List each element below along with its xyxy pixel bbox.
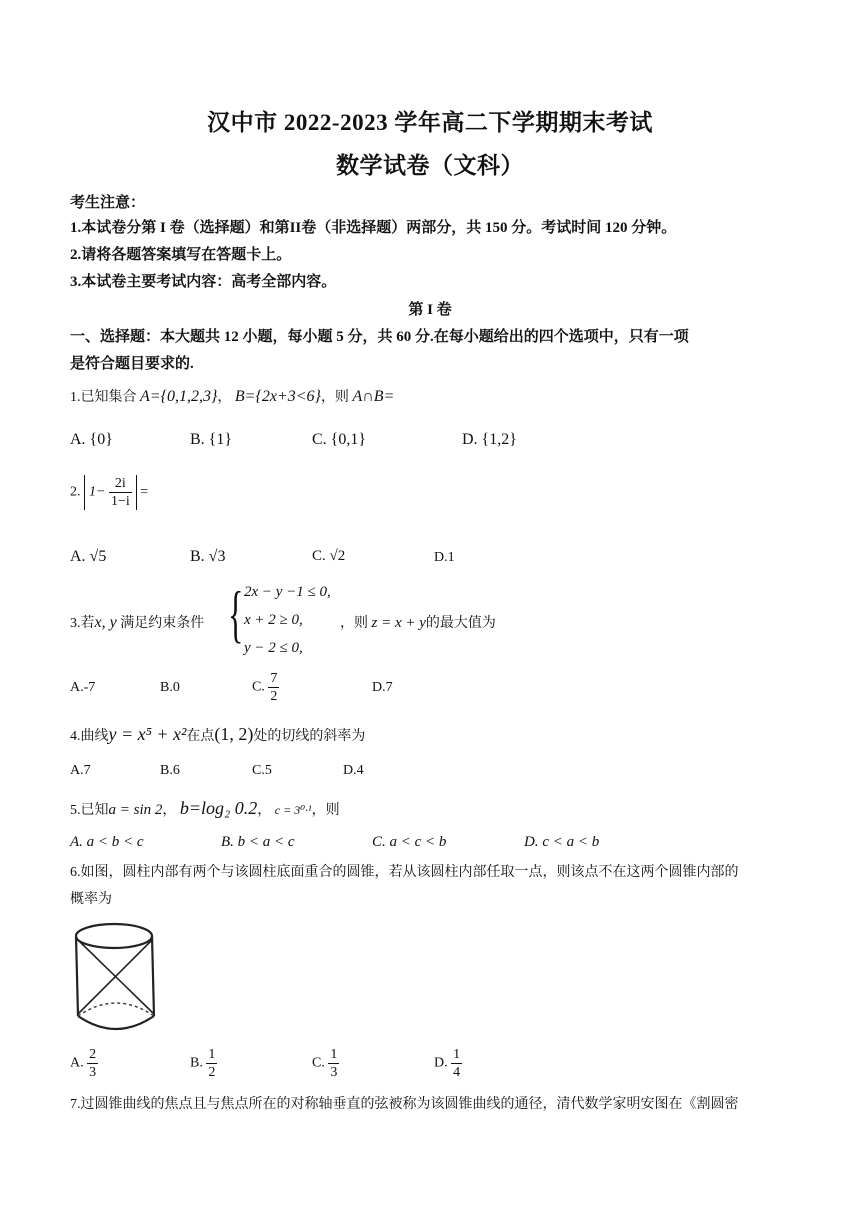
q1-set-a: A={0,1,2,3} [140,388,218,405]
q4-point: (1, 2) [214,724,254,744]
q4-mid: 在点 [186,729,215,744]
q1-ask: A∩B= [352,388,395,405]
q5-b: b=log₂ 0.2 [179,798,258,818]
q4-option-a: A.7 [70,763,91,778]
question-5: 5.已知a = sin 2， b=log₂ 0.2， c = 3⁰·¹，则 [70,798,340,818]
q5-c: c = 3⁰·¹ [274,803,312,817]
q2-absolute-value [84,475,137,510]
q1-option-d: D. {1,2} [462,431,517,448]
q6-option-a-label: A. [70,1055,84,1071]
notice-item: 3.本试卷主要考试内容：高考全部内容。 [70,274,337,290]
q3-option-c-num: 7 [270,671,278,686]
q1-prefix: 1.已知集合 [70,390,137,405]
q3-constraint-2: x + 2 ≥ 0, [244,612,303,628]
q5-prefix: 5.已知 [70,803,109,818]
q1-suffix: ，则 [320,390,349,405]
q3-option-b: B.0 [160,680,180,695]
q6-option-a-den: 3 [89,1065,97,1080]
q6-option-d-num: 1 [453,1047,461,1062]
q3-suffix: ，则 [340,616,368,631]
q6-option-b-den: 2 [208,1065,216,1080]
q3-prefix: 3.若 [70,616,95,631]
notice-item: 1.本试卷分第 I 卷（选择题）和第II卷（非选择题）两部分，共 150 分。考试时间 120 分钟。 [70,220,677,236]
q3-objective [340,612,496,632]
q6-option-a [70,1046,98,1081]
q6-option-a-fraction [87,1046,98,1081]
q3-option-d: D.7 [372,680,393,695]
q6-option-c [312,1046,339,1081]
q2-option-c: C. √2 [312,548,346,564]
q5-suffix: ，则 [311,803,340,818]
q6-option-c-den: 3 [330,1065,338,1080]
q2-option-b: B. √3 [190,548,226,565]
q6-option-b-num: 1 [208,1047,216,1062]
q6-option-b-fraction [206,1046,217,1081]
q3-option-c [252,670,279,705]
q3-z: z = x + y [371,615,426,631]
q4-expr: y = x⁵ + x² [108,724,187,744]
part-instructions: 是符合题目要求的. [70,356,194,372]
q6-option-d [434,1046,462,1081]
notice-item: 2.请将各题答案填写在答题卡上。 [70,247,292,263]
q4-suffix: 处的切线的斜率为 [253,729,366,744]
q1-set-b: B={2x+3<6} [234,388,321,405]
q2-equals: = [140,484,149,500]
q2-denominator: 1−i [110,494,130,509]
q1-option-a: A. {0} [70,431,113,448]
q6-option-c-fraction [328,1046,339,1081]
q1-option-b: B. {1} [190,431,233,448]
q5-option-d: D. c < a < b [524,834,600,850]
q3-option-c-label: C. [252,679,265,695]
q3-option-a: A.-7 [70,680,96,695]
q2-one: 1− [89,484,106,500]
q2-option-a: A. √5 [70,548,107,565]
exam-title: 汉中市 2022-2023 学年高二下学期期末考试 [207,110,653,135]
q5-a: a = sin 2 [108,802,163,818]
q6-option-d-label: D. [434,1055,448,1071]
q3-vars: x, y [94,614,117,631]
q3-constraint-3: y − 2 ≤ 0, [244,640,303,656]
q3-option-c-fraction [268,670,279,705]
q6-text: 概率为 [70,892,112,907]
question-4 [70,724,365,745]
section-heading: 第 I 卷 [408,302,452,318]
q7-text: 7.过圆锥曲线的焦点且与焦点所在的对称轴垂直的弦被称为该圆锥曲线的通径，清代数学家明安图在《割圆密 [70,1097,739,1112]
q2-fraction [109,475,132,510]
q5-option-b: B. b < a < c [221,834,295,850]
q4-option-c: C.5 [252,763,272,778]
q1-option-c: C. {0,1} [312,431,367,448]
q4-option-b: B.6 [160,763,180,778]
q3-prefix-line [70,612,204,632]
q3-mid: 满足约束条件 [120,616,205,631]
notice-heading: 考生注意： [70,195,146,211]
question-1: 1.已知集合 A={0,1,2,3}， B={2x+3<6}，则 A∩B= [70,388,395,405]
q4-option-d: D.4 [343,763,364,778]
q6-option-a-num: 2 [89,1047,97,1062]
q5-option-a: A. a < b < c [70,834,144,850]
q3-option-c-den: 2 [270,689,278,704]
q3-brace: { [228,578,244,649]
q6-option-b-label: B. [190,1055,203,1071]
q3-end: 的最大值为 [425,616,496,631]
q6-option-b [190,1046,217,1081]
q3-constraint-1: 2x − y −1 ≤ 0, [244,584,331,600]
exam-subtitle: 数学试卷（文科） [336,153,524,178]
part-instructions: 一、选择题：本大题共 12 小题，每小题 5 分，共 60 分.在每小题给出的四个选项中，只有一项 [70,329,689,345]
q2-numerator: 2i [109,475,132,493]
q6-option-d-den: 4 [453,1065,461,1080]
q4-prefix: 4.曲线 [70,729,109,744]
q6-text: 6.如图，圆柱内部有两个与该圆柱底面重合的圆锥，若从该圆柱内部任取一点，则该点不在这两个圆锥内部的 [70,865,739,880]
question-2 [70,475,148,510]
q2-option-d: D.1 [434,550,455,565]
q5-option-c: C. a < c < b [372,834,447,850]
cylinder-cones-figure [70,918,165,1038]
q6-option-c-num: 1 [330,1047,338,1062]
q6-option-d-fraction [451,1046,462,1081]
q6-option-c-label: C. [312,1055,325,1071]
q2-prefix: 2. [70,484,81,500]
